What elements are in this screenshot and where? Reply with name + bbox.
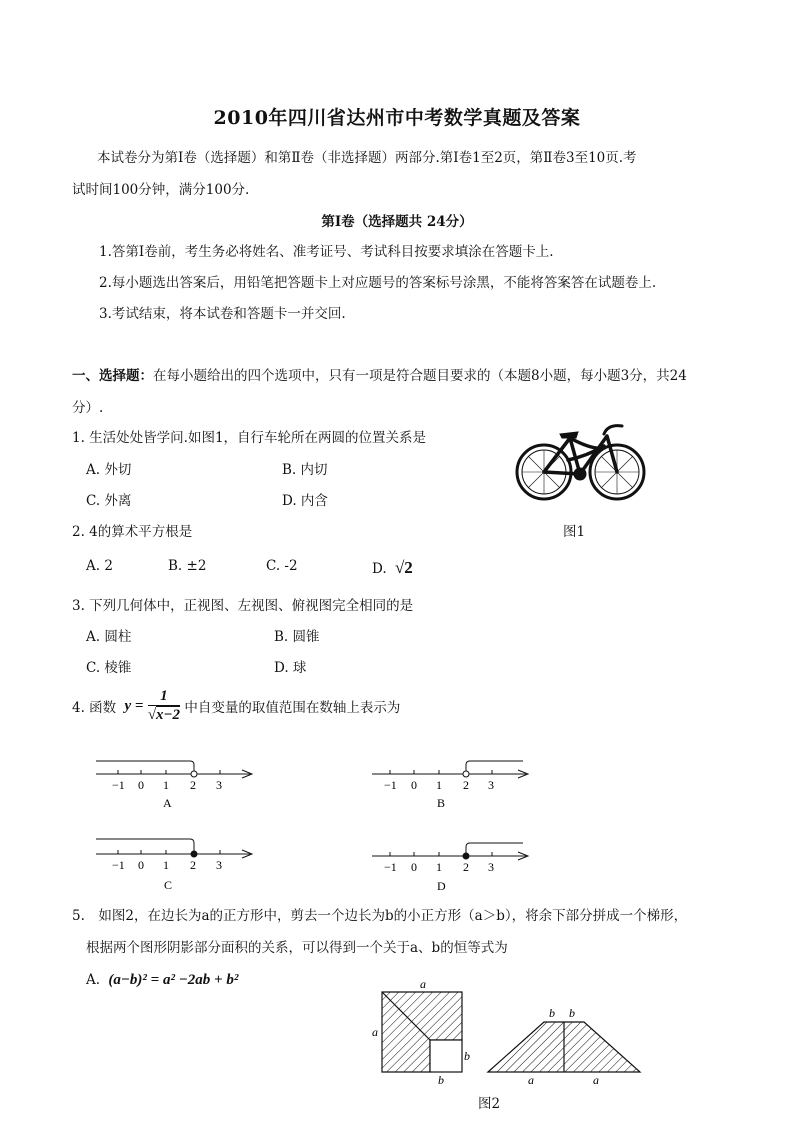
section1-text: 在每小题给出的四个选项中，只有一项是符合题目要求的（本题8小题，每小题3分，共24 bbox=[153, 368, 687, 384]
tick-label: 2 bbox=[190, 778, 196, 792]
number-line-b bbox=[368, 754, 533, 810]
trap-label-top-left: b bbox=[549, 1006, 555, 1020]
bicycle-figure bbox=[512, 412, 648, 504]
tick-label: 1 bbox=[436, 778, 442, 792]
intro-line-2: 试时间100分钟，满分100分. bbox=[72, 182, 250, 198]
note-2: 2.每小题选出答案后，用铅笔把答题卡上对应题号的答案标号涂黑，不能将答案答在试题卷上. bbox=[99, 275, 657, 291]
q4-lhs: y = bbox=[124, 697, 144, 714]
q3-option-b: B. 圆锥 bbox=[274, 629, 320, 645]
tick-label: 2 bbox=[190, 858, 196, 872]
tick-label: 0 bbox=[138, 778, 144, 792]
sq-label-bottom: b bbox=[438, 1073, 444, 1086]
tick-label: 3 bbox=[216, 858, 222, 872]
q3-option-d: D. 球 bbox=[274, 660, 307, 676]
tick-label: −1 bbox=[112, 858, 125, 872]
trap-label-bottom-right: a bbox=[593, 1073, 599, 1086]
tick-label: 2 bbox=[463, 778, 469, 792]
tick-label: −1 bbox=[112, 778, 125, 792]
tick-label: 1 bbox=[436, 860, 442, 874]
tick-label: 1 bbox=[163, 778, 169, 792]
q4-frac-num: 1 bbox=[148, 688, 180, 706]
q5-option-a bbox=[86, 972, 238, 989]
q4-frac-den: √x−2 bbox=[147, 707, 181, 723]
tick-label: −1 bbox=[384, 860, 397, 874]
sq-label-top: a bbox=[420, 980, 426, 991]
intro-line-1: 本试卷分为第Ⅰ卷（选择题）和第Ⅱ卷（非选择题）两部分.第Ⅰ卷1至2页，第Ⅱ卷3至10页.考 bbox=[97, 150, 637, 166]
tick-label: 3 bbox=[488, 778, 494, 792]
tick-label: 1 bbox=[163, 858, 169, 872]
option-label-a: A bbox=[163, 796, 172, 810]
tick-label: 2 bbox=[463, 860, 469, 874]
q2-option-d bbox=[372, 558, 413, 578]
q2-option-d-label: D. bbox=[372, 561, 387, 577]
q4-prefix: 4. 函数 bbox=[72, 700, 117, 716]
note-3: 3.考试结束，将本试卷和答题卡一并交回. bbox=[99, 306, 346, 322]
part1-heading: 第Ⅰ卷（选择题共 24分） bbox=[321, 214, 473, 230]
section1-line-2: 分）. bbox=[72, 400, 104, 416]
q3-option-c: C. 棱锥 bbox=[86, 660, 132, 676]
sq-label-left: a bbox=[372, 1025, 378, 1039]
q1-option-c: C. 外离 bbox=[86, 493, 132, 509]
q5-stem-1: 5. 如图2，在边长为a的正方形中，剪去一个边长为b的小正方形（a＞b），将余下部分拼成一个梯形， bbox=[72, 908, 688, 924]
q4-fraction bbox=[148, 688, 180, 724]
option-label-c: C bbox=[164, 878, 173, 892]
section1-line-1 bbox=[72, 364, 687, 384]
q4-stem bbox=[72, 688, 400, 724]
q3-stem: 3. 下列几何体中，正视图、左视图、俯视图完全相同的是 bbox=[72, 598, 414, 614]
sq-label-right: b bbox=[464, 1049, 470, 1063]
q2-option-d-sqrt: √2 bbox=[394, 558, 413, 577]
tick-label: 3 bbox=[216, 778, 222, 792]
q2-option-b: B. ±2 bbox=[168, 558, 207, 574]
tick-label: 0 bbox=[411, 860, 417, 874]
q2-option-a: A. 2 bbox=[86, 558, 113, 574]
q5-option-a-expr: (a−b)² = a² −2ab + b² bbox=[108, 972, 239, 988]
q1-option-b: B. 内切 bbox=[282, 462, 328, 478]
q1-option-d: D. 内含 bbox=[282, 493, 328, 509]
q2-option-c: C. -2 bbox=[266, 558, 298, 574]
trap-label-top-right: b bbox=[569, 1006, 575, 1020]
q1-option-a: A. 外切 bbox=[86, 462, 132, 478]
option-label-b: B bbox=[437, 796, 446, 810]
number-line-a bbox=[92, 754, 257, 810]
q4-suffix: 中自变量的取值范围在数轴上表示为 bbox=[184, 700, 401, 716]
q5-stem-2: 根据两个图形阴影部分面积的关系，可以得到一个关于a、b的恒等式为 bbox=[86, 940, 508, 956]
option-label-d: D bbox=[437, 879, 446, 893]
q2-stem: 2. 4的算术平方根是 bbox=[72, 524, 193, 540]
number-line-d bbox=[368, 836, 533, 894]
q1-stem: 1. 生活处处皆学问.如图1，自行车轮所在两圆的位置关系是 bbox=[72, 430, 427, 446]
trap-label-bottom-left: a bbox=[528, 1073, 534, 1086]
q3-option-a: A. 圆柱 bbox=[86, 629, 132, 645]
q5-option-a-label: A. bbox=[86, 972, 101, 988]
section1-label: 一、选择题： bbox=[72, 368, 153, 384]
figure-1-caption: 图1 bbox=[563, 524, 586, 540]
tick-label: −1 bbox=[384, 778, 397, 792]
tick-label: 0 bbox=[411, 778, 417, 792]
note-1: 1.答第Ⅰ卷前，考生务必将姓名、准考证号、考试科目按要求填涂在答题卡上. bbox=[99, 244, 554, 260]
figure-2 bbox=[368, 980, 658, 1086]
figure-2-caption: 图2 bbox=[478, 1096, 501, 1112]
number-line-c bbox=[92, 832, 257, 892]
page-title: 2010年四川省达州市中考数学真题及答案 bbox=[213, 107, 581, 129]
tick-label: 3 bbox=[488, 860, 494, 874]
tick-label: 0 bbox=[138, 858, 144, 872]
